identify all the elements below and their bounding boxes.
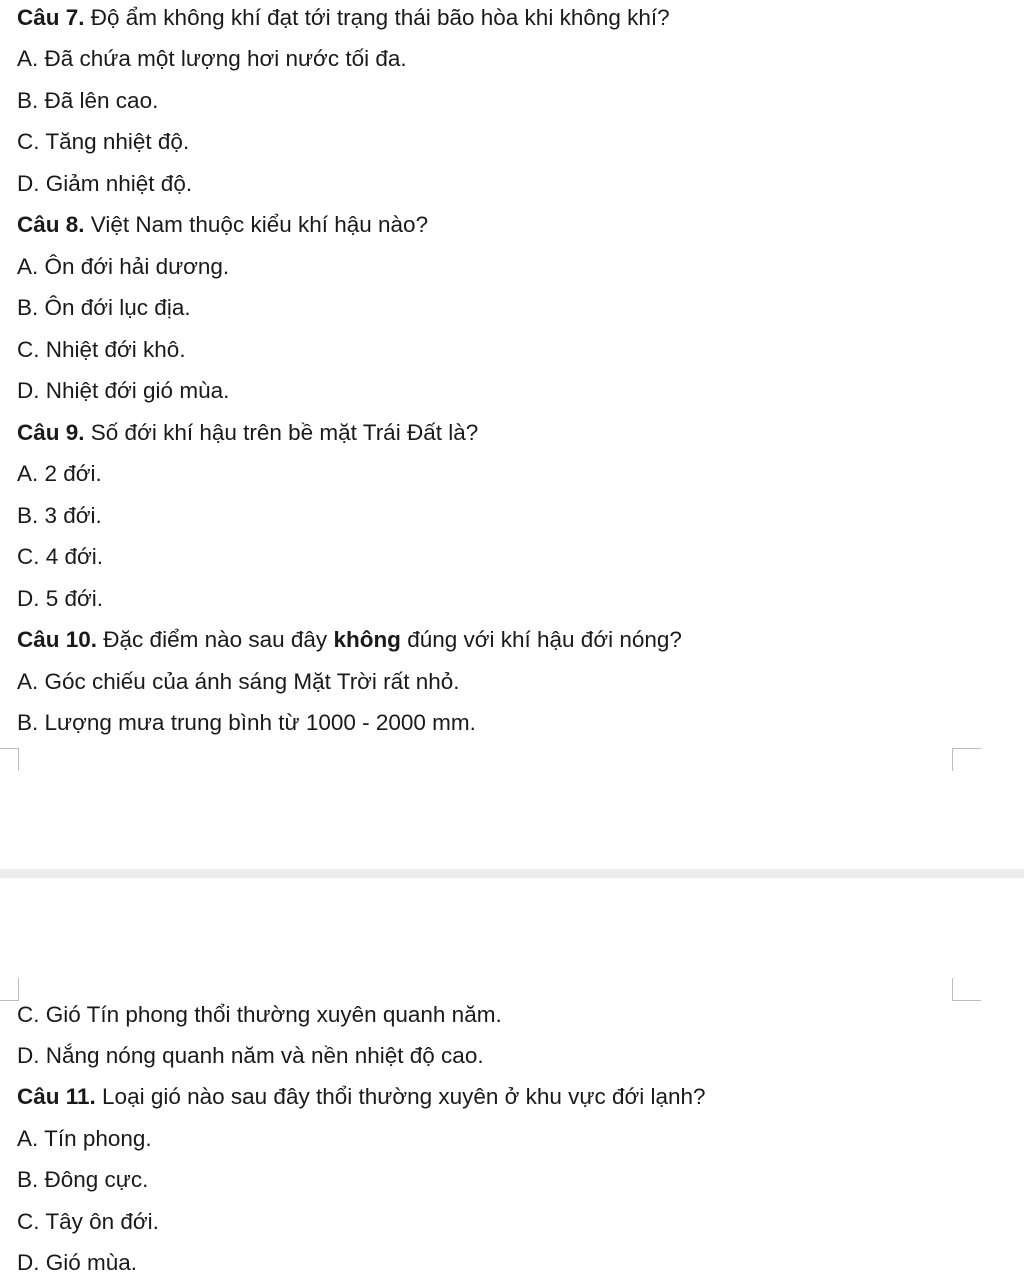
q11-option-d: D. Gió mùa. xyxy=(17,1250,138,1275)
q9-option-b: B. 3 đới. xyxy=(17,503,102,528)
q9-option-c: C. 4 đới. xyxy=(17,544,104,569)
page-corner-mark xyxy=(0,748,19,771)
question-number: Câu 7. xyxy=(17,5,85,30)
question-text: Số đới khí hậu trên bề mặt Trái Đất là? xyxy=(84,420,479,445)
question-10 xyxy=(17,625,682,655)
q8-option-c: C. Nhiệt đới khô. xyxy=(17,337,186,362)
page-break-divider xyxy=(0,869,1024,878)
q7-option-b: B. Đã lên cao. xyxy=(17,88,159,113)
q8-option-a: A. Ôn đới hải dương. xyxy=(17,254,230,279)
q10-option-d: D. Nắng nóng quanh năm và nền nhiệt độ cao. xyxy=(17,1043,484,1068)
page-corner-mark xyxy=(952,748,981,771)
question-9 xyxy=(17,418,478,448)
question-text: Loại gió nào sau đây thổi thường xuyên ở khu vực đới lạnh? xyxy=(95,1084,706,1109)
q11-option-b: B. Đông cực. xyxy=(17,1167,149,1192)
q10-option-a: A. Góc chiếu của ánh sáng Mặt Trời rất nhỏ. xyxy=(17,669,460,694)
q10-option-c: C. Gió Tín phong thổi thường xuyên quanh năm. xyxy=(17,1002,502,1027)
page-corner-mark xyxy=(952,978,981,1001)
q7-option-c: C. Tăng nhiệt độ. xyxy=(17,129,190,154)
q11-option-a: A. Tín phong. xyxy=(17,1126,152,1151)
question-8 xyxy=(17,210,428,240)
question-number: Câu 11. xyxy=(17,1084,96,1109)
q9-option-a: A. 2 đới. xyxy=(17,461,102,486)
question-number: Câu 10. xyxy=(17,627,98,652)
q7-option-a: A. Đã chứa một lượng hơi nước tối đa. xyxy=(17,46,407,71)
question-7 xyxy=(17,3,670,33)
question-text: Độ ẩm không khí đạt tới trạng thái bão hòa khi không khí? xyxy=(84,5,670,30)
page-corner-mark xyxy=(0,978,19,1001)
question-number: Câu 8. xyxy=(17,212,85,237)
q9-option-d: D. 5 đới. xyxy=(17,586,104,611)
question-text: Việt Nam thuộc kiểu khí hậu nào? xyxy=(84,212,429,237)
question-11 xyxy=(17,1082,706,1112)
q7-option-d: D. Giảm nhiệt độ. xyxy=(17,171,193,196)
question-number: Câu 9. xyxy=(17,420,85,445)
q8-option-b: B. Ôn đới lục địa. xyxy=(17,295,191,320)
question-text-before: Đặc điểm nào sau đây xyxy=(97,627,334,652)
q11-option-c: C. Tây ôn đới. xyxy=(17,1209,159,1234)
q8-option-d: D. Nhiệt đới gió mùa. xyxy=(17,378,230,403)
question-emphasis: không xyxy=(333,627,401,652)
q10-option-b: B. Lượng mưa trung bình từ 1000 - 2000 mm. xyxy=(17,710,476,735)
question-text-after: đúng với khí hậu đới nóng? xyxy=(400,627,682,652)
